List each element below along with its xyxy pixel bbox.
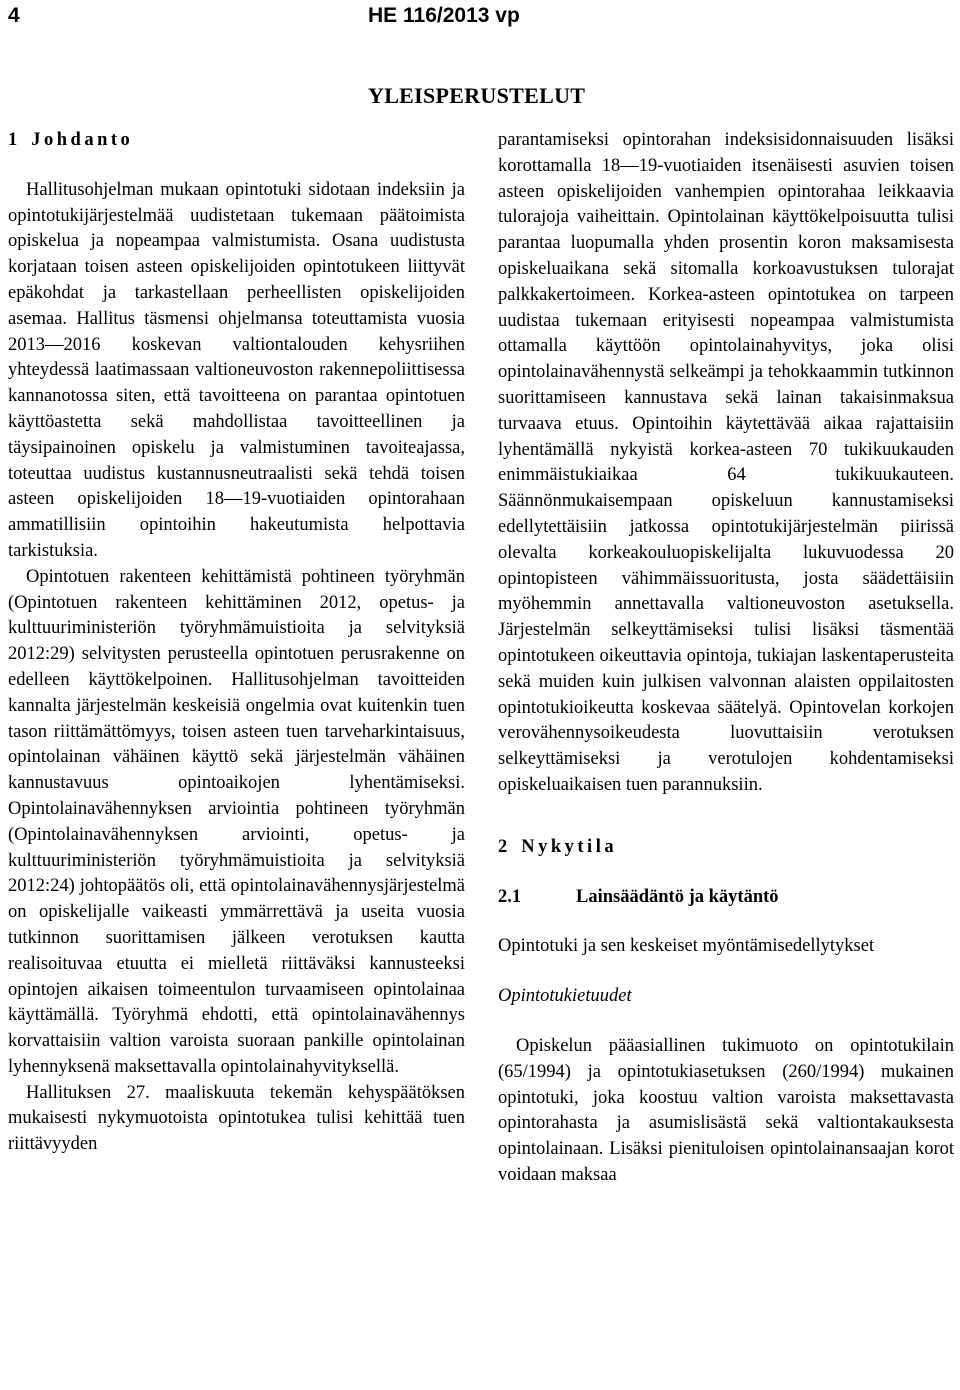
paragraph: parantamiseksi opintorahan indeksisidonnaisuuden lisäksi korottamalla 18—19-vuotiaiden itsenäisesti asuvien toisen asteen opiskelijoiden vanhempien opintorahaa leikkaavia tulorajoja vaiheittain. Opintolainan käyttökelpoisuutta tulisi parantaa luopumalla yhden prosentin koron maksamisesta opiskeluaikana sekä sitomalla korkoavustuksen tulorajat palkkakertoimeen. Korkea-asteen opintotukea on tarpeen uudistaa tukemaan erityisesti nopeampaa valmistumista ottamalla käyttöön opintolainahyvitys, joka olisi opintolainavähennystä selkeämpi ja tehokkaammin tutkinnon suorittamiseen kannustava sekä lainan takaisinmaksua turvaava etuus. Opintoihin käytettävää aikaa rajattaisiin lyhentämällä nykyistä korkea-asteen 70 tukikuukauden enimmäistukiaikaa 64 tukikuukauteen. Säännönmukaisempaan opiskeluun kannustamiseksi edellytettäisiin jatkossa opintotukijärjestelmän piirissä olevalta korkeakouluopiskelijalta lukuvuodessa 20 opintopisteen vähimmäissuoritusta, josta säädettäisiin myöhemmin annettavalla valtioneuvoston asetuksella. Järjestelmän selkeyttämiseksi tulisi lisäksi täsmentää opintotukeen oikeuttavia opintoja, tukiajan laskentaperusteita sekä muiden kuin julkisen valvonnan alaisten oppilaitosten opintotukioikeutta koskevaa säätelyä. Opintovelan korkojen verovähennysoikeudesta luovuttaisiin verotuksen selkeyttämiseksi ja verotulojen kohdentamiseksi opiskeluaikaisen tuen parannuksiin.: [498, 130, 954, 795]
subheading-lainsaadanto: [498, 885, 954, 911]
section-title: YLEISPERUSTELUT: [368, 83, 586, 108]
document-code: HE 116/2013 vp: [368, 4, 520, 27]
page-number: 4: [8, 4, 20, 27]
left-column: [8, 128, 465, 1158]
right-column: [498, 128, 954, 1189]
heading-johdanto: [8, 128, 465, 154]
heading-text: Johdanto: [31, 130, 134, 150]
heading-nykytila: [498, 835, 954, 861]
paragraph: Opintotuen rakenteen kehittämistä pohtineen työryhmän (Opintotuen rakenteen kehittäminen 2012, opetus- ja kulttuuriministeriön työryhmämuistioita ja selvityksiä 2012:29) selvitysten perusteella opintotuen perusrakenne on edelleen käyttökelpoinen. Hallitusohjelman tavoitteiden kannalta järjestelmän keskeisiä ongelmia ovat kuitenkin tuen tason riittämättömyys, toisen asteen tuen tarveharkintaisuus, opintolainan vähäinen käyttö sekä järjestelmän vähäinen kannustavuus opintoaikojen lyhentämiseksi. Opintolainavähennyksen arviointia pohtineen työryhmän (Opintolainavähennyksen arviointi, opetus- ja kulttuuriministeriön työryhmämuistioita ja selvityksiä 2012:24) johtopäätös oli, että opintolainavähennysjärjestelmä on opiskelijalle vaikeasti ymmärrettävä ja useita vuosia tutkinnon suorittamisen jälkeen verotuksen kautta realisoituvaa etuutta ei mielletä riittäväksi kannusteeksi opintojen aikaisen toimeentulon turvaamiseen opintolainaa käyttämällä. Työryhmä ehdotti, että opintolainavähennys korvattaisiin valtion varoista suoraan pankille opintolainan lyhennyksenä maksettavalla opintolainahyvityksellä.: [8, 566, 465, 1077]
subheading-text: Lainsäädäntö ja käytäntö: [576, 886, 779, 907]
paragraph: Hallitusohjelman mukaan opintotuki sidotaan indeksiin ja opintotukijärjestelmää uudistetaan tukemaan päätoimista opiskelua ja nopeampaa valmistumista. Osana uudistusta korjataan toisen asteen opiskelijoiden opintotukeen liittyvät epäkohdat ja tarkastellaan perheellisten opiskelijoiden asemaa. Hallitus täsmensi ohjelmansa toteuttamista vuosia 2013—2016 koskevan valtiontalouden kehysriihen yhteydessä laatimassaan valtioneuvoston rakennepoliittisessa kannanotossa siten, että tavoitteena on parantaa opintotuen käyttöastetta sekä mahdollistaa tavoitteellinen ja täysipainoinen opiskelu ja valmistuminen tavoiteajassa, toteuttaa uudistus kustannusneutraalisti sekä tehdä toisen asteen opiskelijoiden 18—19-vuotiaiden opintorahaan ammatillisiin opintoihin hakeutumista helpottavia tarkistuksia.: [8, 179, 465, 561]
heading-text: Nykytila: [521, 836, 618, 857]
paragraph: Hallituksen 27. maaliskuuta tekemän kehyspäätöksen mukaisesti nykymuotoista opintotukea tulisi kehittää tuen riittävyyden: [8, 1082, 465, 1155]
subheading-number: 2.1: [498, 886, 522, 907]
paragraph: Opiskelun pääasiallinen tukimuoto on opintotukilain (65/1994) ja opintotukiasetuksen (260/1994) mukainen opintotuki, joka koostuu valtion varoista maksettavasta opintorahasta ja asumislisästä sekä valtiontakauksesta opintolainaan. Lisäksi pienituloisen opintolainansaajan korot voidaan maksaa: [498, 1035, 954, 1185]
subheading-opintotukietuudet: Opintotukietuudet: [498, 986, 632, 1007]
subheading-opintotuki: Opintotuki ja sen keskeiset myöntämisedellytykset: [498, 936, 875, 957]
heading-number: 2: [498, 836, 508, 857]
heading-number: 1: [8, 130, 18, 150]
